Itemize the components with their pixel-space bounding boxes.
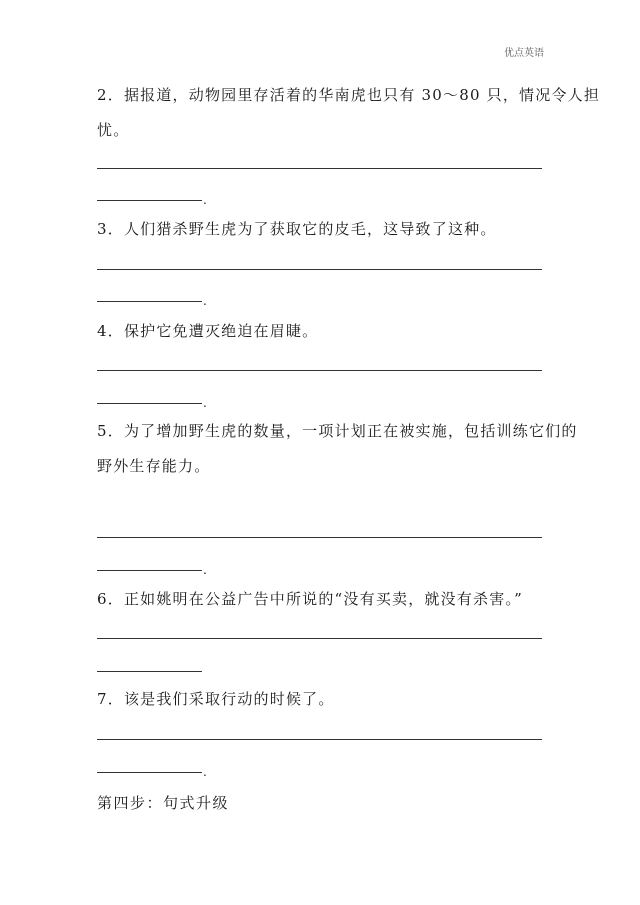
- sentence-5-line-2: 野外生存能力。: [97, 457, 211, 475]
- answer-line-3-short[interactable]: [97, 301, 202, 302]
- sentence-6-line-1: 6．正如姚明在公益广告中所说的“没有买卖，就没有杀害。”: [97, 590, 523, 608]
- answer-line-6-full[interactable]: [97, 638, 542, 639]
- answer-line-2-short[interactable]: [97, 200, 202, 201]
- answer-line-6-short[interactable]: [97, 671, 202, 672]
- answer-line-4-short[interactable]: [97, 403, 202, 404]
- answer-line-7-full[interactable]: [97, 739, 542, 740]
- answer-period-2: .: [203, 193, 207, 207]
- answer-line-5-full[interactable]: [97, 537, 542, 538]
- sentence-2-line-2: 忧。: [97, 121, 130, 139]
- section-title: 第四步：句式升级: [97, 794, 230, 812]
- answer-line-4-full[interactable]: [97, 370, 542, 371]
- sentence-2-line-1: 2．据报道，动物园里存活着的华南虎也只有 30～80 只，情况令人担: [97, 86, 601, 104]
- sentence-3-line-1: 3．人们猎杀野生虎为了获取它的皮毛，这导致了这种。: [97, 220, 497, 238]
- page-header-brand: 优点英语: [504, 48, 544, 59]
- answer-period-4: .: [203, 396, 207, 410]
- sentence-5-line-1: 5．为了增加野生虎的数量，一项计划正在被实施，包括训练它们的: [97, 422, 578, 440]
- answer-line-3-full[interactable]: [97, 269, 542, 270]
- answer-line-7-short[interactable]: [97, 772, 202, 773]
- sentence-7-line-1: 7．该是我们采取行动的时候了。: [97, 690, 335, 708]
- answer-period-5: .: [203, 563, 207, 577]
- answer-period-3: .: [203, 294, 207, 308]
- answer-period-7: .: [203, 765, 207, 779]
- sentence-4-line-1: 4．保护它免遭灭绝迫在眉睫。: [97, 322, 319, 340]
- answer-line-2-full[interactable]: [97, 168, 542, 169]
- answer-line-5-short[interactable]: [97, 570, 202, 571]
